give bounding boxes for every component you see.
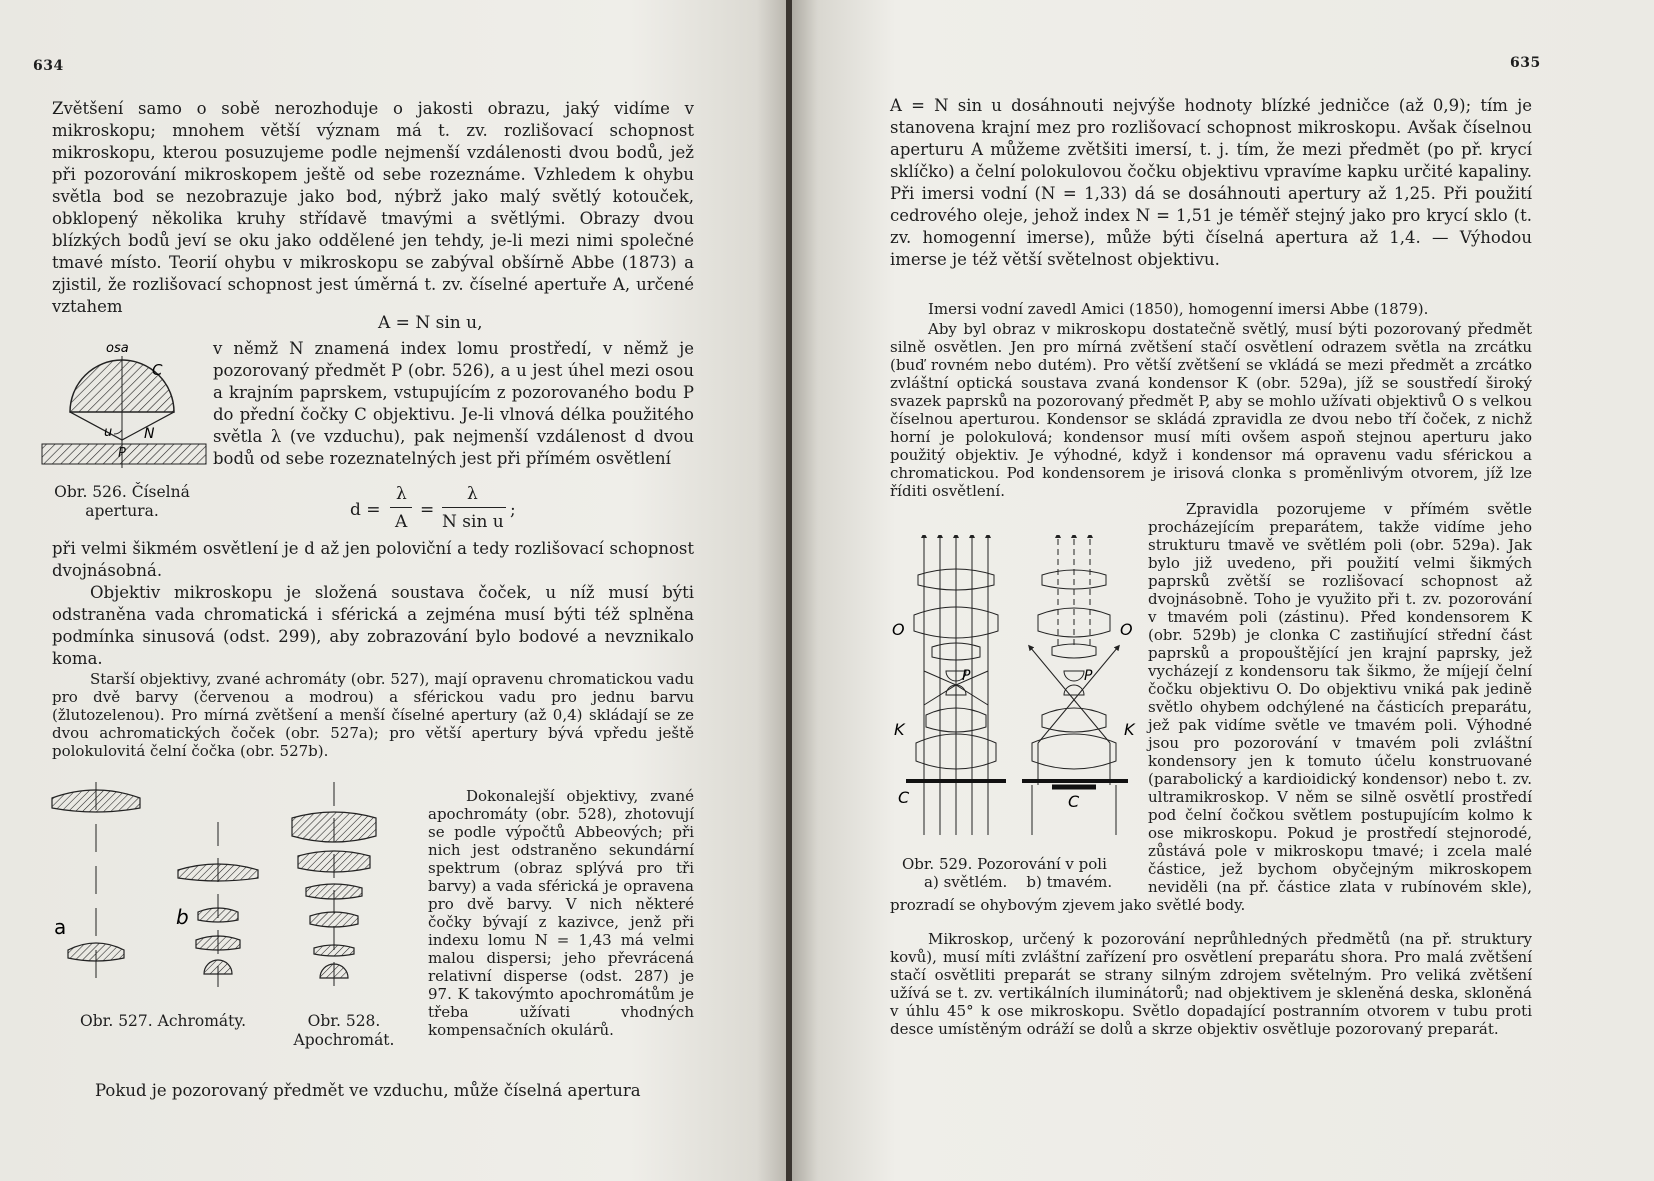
paragraph: Zvětšení samo o sobě nerozhoduje o jakosti obrazu, jaký vidíme v mikroskopu; mnohem větší význam má t. zv. rozlišovací schopnost mikroskopu, kterou posuzujeme podle nejmenší vzdálenosti dvou bodů, jež při pozorování mikroskopem ještě od sebe rozeznáme. Vzhledem k ohybu světla bod se nezobrazuje jako bod, nýbrž jako malý světlý kotouček, obklopený několika kruhy střídavě tmavými a světlými. Obrazy dvou blízkých bodů jeví se oku jako oddělené jen tehdy, je-li mezi nimi společné tmavé místo. Teorií ohybu v mikroskopu se zabýval obšírně Abbe (1873) a zjistil, že rozlišovací schopnost jest úměrná t. zv. číselné apertuře A, určené vztahem: [52, 99, 694, 316]
caption-line: Obr. 528.: [307, 1012, 381, 1030]
page-number: 635: [1510, 55, 1541, 71]
paragraph: A = N sin u dosáhnouti nejvýše hodnoty blízké jedničce (až 0,9); tím je stanovena krajní mez pro rozlišovací schopnost mikroskopu. Avšak číselnou aperturu A můžeme zvětšiti imersí, t. j. tím, že mezi předmět (po př. krycí sklíčko) a čelní polokulovou čočku objektivu vpravíme kapku určité kapaliny. Při imersi vodní (N = 1,33) dá se dosáhnouti apertury až 1,25. Při použití cedrového oleje, jehož index N = 1,51 je téměř stejný jako pro krycí sklo (t. zv. homogenní imerse), může býti číselná apertura až 1,4. — Výhodou imerse je též větší světelnost objektivu.: [890, 96, 1532, 269]
label-osa: osa: [106, 341, 129, 356]
eq-numerator: λ: [396, 484, 407, 504]
left-page: [0, 0, 788, 1181]
figure-526-diagram: [40, 340, 210, 490]
paragraph: v němž N znamená index lomu prostředí, v němž je pozorovaný předmět P (obr. 526), a u jest úhel mezi osou a krajním paprskem, vstupujícím z pozorovaného bodu P do přední čočky C objektivu. Je-li vlnová délka použitého světla λ (ve vzduchu), pak nejmenší vzdálenost d dvou bodů od sebe rozeznatelných jest při přímém osvětlení: [213, 339, 694, 468]
equation-fraction: [350, 482, 530, 538]
label-P: P: [118, 446, 126, 461]
paragraph: při velmi šikmém osvětlení je d až jen poloviční a tedy rozlišovací schopnost dvojnásobná.: [52, 539, 694, 580]
eq-denominator: N sin u: [442, 512, 504, 532]
caption-line: Obr. 526. Číselná: [54, 483, 190, 501]
figure-527-528-diagram: [48, 782, 428, 1012]
equation: A = N sin u,: [378, 313, 483, 333]
paragraph-small: Dokonalejší objektivy, zvané apochromáty (obr. 528), zhotovují se podle výpočtů Abbeových; při nich jest odstraněno sekundární spektrum (obraz splývá pro tři barvy) a vada sférická je opravena pro dvě barvy. V nich některé čočky bývají z kazivce, jenž při indexu lomu N = 1,43 má velmi malou dispersi; jeho převrácená relativní disperse (odst. 287) je 97. K takovýmto apochromátům je třeba užívati vhodných kompensačních okulárů.: [428, 787, 694, 1039]
figure-527-caption: Obr. 527. Achromáty.: [80, 1012, 247, 1030]
label-C: C: [1068, 792, 1080, 811]
caption-line: Apochromát.: [293, 1031, 395, 1049]
paragraph: Objektiv mikroskopu je složená soustava čoček, u níž musí býti odstraněna vada chromatická i sférická a zejména musí býti též splněna podmínka sinusová (odst. 299), aby zobrazování bylo bodové a nevznikalo koma.: [52, 583, 694, 668]
eq-equals: =: [420, 500, 435, 520]
label-P: P: [962, 668, 971, 684]
caption-line: apertura.: [85, 502, 159, 520]
label-C: C: [152, 361, 163, 379]
note: Imersi vodní zavedl Amici (1850), homogenní imersi Abbe (1879).: [928, 300, 1429, 318]
text-span: Zpravidla pozorujeme v přímém světle procházejícím preparátem, takže vidíme jeho strukturu tmavě ve světlém poli (obr. 529a). Jak bylo již uvedeno, při použití velmi šikmých paprsků zvětší se rozlišovací schopnost až dvojnásobně. Toho je využito při t. zv. pozorování v tmavém poli (zástinu). Před kondensorem K (obr. 529b) je clonka C zastiňující střední část paprsků a propouštějící jen krajní paprsky, jež vycházejí z kondensoru tak šikmo, že míjejí čelní čočku objektivu O. Do objektivu vniká pak jedině světlo ohybem odchýlené na částicích preparátu, jež pak vidíme světle ve tmavém poli. Výhodné jsou pro pozorování v tmavém poli zvláštní kondensory jen k tomuto účelu konstruované (parabolický a kardioidický kondensor) nebo t. zv. ultramikroskop. V něm se silně osvětlí prostředí pod čelní čočkou světlem postupujícím kolmo k ose mikroskopu. Pokud je prostředí stejnorodé, zůstává pole v mikroskopu tmavé; i zcela malé částice, jež bychom obyčejným mikroskopem neviděli (na př. částice zlata v rubínovém skle), prozradí se ohybovým zjevem jako světlé body.: [890, 500, 1532, 914]
eq-denominator: A: [395, 512, 408, 532]
eq-d: d =: [350, 500, 381, 520]
label-b: b: [176, 905, 189, 929]
figure-526-caption: [42, 483, 202, 521]
label-u: u: [104, 425, 113, 440]
label-K: K: [894, 720, 905, 739]
label-C: C: [898, 788, 910, 807]
eq-numerator: λ: [467, 484, 478, 504]
page-number: 634: [33, 58, 64, 74]
eq-end: ;: [510, 500, 516, 520]
caption-line: Obr. 529. Pozorování v poli: [902, 855, 1107, 873]
label-P: P: [1084, 668, 1093, 684]
paragraph-small: [890, 500, 1532, 914]
paragraph: Pokud je pozorovaný předmět ve vzduchu, může číselná apertura: [95, 1081, 641, 1100]
caption-line: a) světlém. b) tmavém.: [924, 873, 1113, 891]
label-O: O: [892, 620, 905, 639]
label-K: K: [1124, 720, 1135, 739]
right-page: [792, 0, 1654, 1181]
paragraph-small: Mikroskop, určený k pozorování neprůhledných předmětů (na př. struktury kovů), musí míti zvláštní zařízení pro osvětlení preparátu shora. Pro malá zvětšení stačí osvětliti preparát se strany silným zdrojem světelným. Pro veliká zvětšení užívá se t. zv. vertikálních iluminátorů; nad objektivem je skleněná deska, skloněná v úhlu 45° k ose mikroskopu. Světlo dopadající postranním otvorem v tubu proti desce umístěným odráží se dolů a skrze objektiv osvětluje pozorovaný preparát.: [890, 930, 1532, 1038]
paragraph-small: Starší objektivy, zvané achromáty (obr. 527), mají opravenu chromatickou vadu pro dvě barvy (červenou a modrou) a sférickou vadu pro jednu barvu (žlutozelenou). Pro mírná zvětšení a menší číselné apertury (až 0,4) skládají se ze dvou achromatických čoček (obr. 527a); pro větší apertury bývá vpředu ještě polokulovitá čelní čočka (obr. 527b).: [52, 670, 694, 760]
label-a: a: [54, 915, 67, 939]
paragraph-small: Aby byl obraz v mikroskopu dostatečně světlý, musí býti pozorovaný předmět silně osvětlen. Jen pro mírná zvětšení stačí osvětlení odrazem světla na zrcátku (buď rovném nebo dutém). Pro větší zvětšení se vkládá se mezi předmět a zrcátko zvláštní optická soustava zvaná kondensor K (obr. 529a), jíž se soustředí široký svazek paprsků na pozorovaný předmět P, aby se mohlo užívati objektivů O s velkou číselnou aperturou. Kondensor se skládá zpravidla ze dvou nebo tří čoček, z nichž horní je polokulová; kondensor musí míti ovšem aspoň stejnou aperturu jako použitý objektiv. Je výhodné, když i kondensor má opravenu vadu sférickou a chromatickou. Pod kondensorem je irisová clonka s proměnlivým otvorem, jíž lze říditi osvětlení.: [890, 320, 1532, 500]
label-O: O: [1120, 620, 1133, 639]
figure-528-caption: [284, 1012, 404, 1050]
figure-float-spacer: [890, 500, 1142, 882]
label-N: N: [144, 426, 155, 442]
